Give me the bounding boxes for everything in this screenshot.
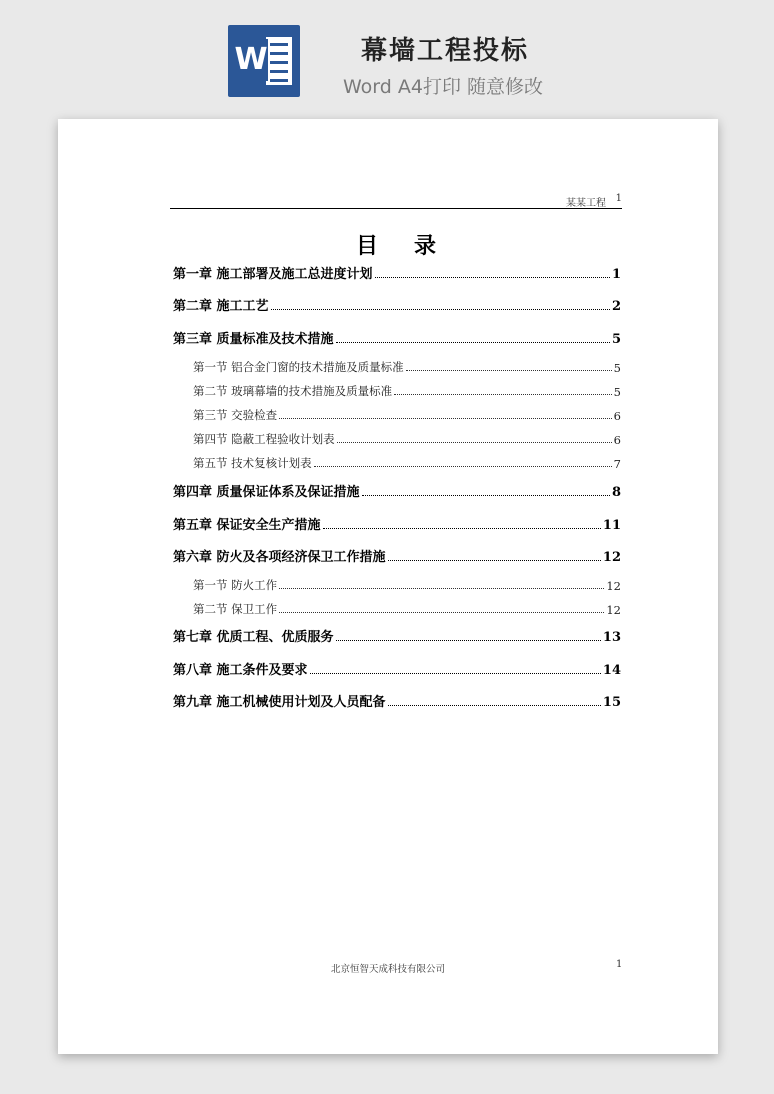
toc-leader-dots <box>362 494 610 496</box>
toc-chapter-entry[interactable] <box>173 482 621 500</box>
header-page-number: 1 <box>615 193 622 204</box>
toc-entry-label: 第三节 交验检查 <box>193 408 278 422</box>
banner-title: 幕墙工程投标 <box>360 36 529 66</box>
toc-entry-page: 1 <box>611 267 621 282</box>
toc-entry-label: 第一节 防火工作 <box>193 578 278 592</box>
toc-entry-label: 第七章 优质工程、优质服务 <box>173 630 334 645</box>
toc-leader-dots <box>388 559 601 561</box>
banner <box>0 0 774 110</box>
header-text: 某某工程 <box>566 198 606 209</box>
toc-entry-page: 5 <box>611 332 621 347</box>
toc-entry-page: 13 <box>602 630 621 645</box>
toc-chapter-entry[interactable] <box>173 627 621 645</box>
toc-leader-dots <box>279 417 612 419</box>
toc-section-entry[interactable] <box>193 453 621 471</box>
toc-entry-label: 第八章 施工条件及要求 <box>173 663 308 678</box>
toc-entry-label: 第四章 质量保证体系及保证措施 <box>173 485 360 500</box>
toc-leader-dots <box>336 341 610 343</box>
toc-entry-label: 第四节 隐蔽工程验收计划表 <box>193 432 335 446</box>
toc-entry-page: 12 <box>602 550 621 565</box>
toc-entry-page: 5 <box>613 385 621 399</box>
toc-title: 目录 <box>355 234 472 259</box>
toc-entry-label: 第五章 保证安全生产措施 <box>173 518 321 533</box>
word-logo-icon <box>228 25 300 97</box>
toc-section-entry[interactable] <box>193 575 621 593</box>
toc-chapter-entry[interactable] <box>173 515 621 533</box>
toc-entry-label: 第一节 铝合金门窗的技术措施及质量标准 <box>193 360 404 374</box>
toc-leader-dots <box>337 441 612 443</box>
toc-entry-label: 第九章 施工机械使用计划及人员配备 <box>173 695 386 710</box>
toc-entry-page: 7 <box>613 457 621 471</box>
toc-entry-label: 第二节 保卫工作 <box>193 602 278 616</box>
page-header <box>170 192 622 209</box>
toc-entry-label: 第二节 玻璃幕墙的技术措施及质量标准 <box>193 384 393 398</box>
toc-entry-page: 6 <box>613 409 621 423</box>
toc-section-entry[interactable] <box>193 429 621 447</box>
toc-section-entry[interactable] <box>193 381 621 399</box>
banner-subtitle: Word A4打印 随意修改 <box>342 76 543 98</box>
toc-entry-label: 第三章 质量标准及技术措施 <box>173 332 334 347</box>
toc-leader-dots <box>375 276 610 278</box>
toc-chapter-entry[interactable] <box>173 547 621 565</box>
toc-entry-page: 6 <box>613 433 621 447</box>
toc-leader-dots <box>394 393 612 395</box>
toc-entry-page: 12 <box>606 579 621 593</box>
toc-leader-dots <box>388 704 601 706</box>
toc-section-entry[interactable] <box>193 357 621 375</box>
toc-entry-page: 11 <box>602 518 621 533</box>
toc-entry-page: 5 <box>613 361 621 375</box>
toc-leader-dots <box>336 639 601 641</box>
toc-chapter-entry[interactable] <box>173 329 621 347</box>
toc-entry-label: 第一章 施工部署及施工总进度计划 <box>173 267 373 282</box>
document-page <box>58 119 718 1054</box>
toc-entry-page: 14 <box>602 663 621 678</box>
toc-leader-dots <box>314 465 612 467</box>
toc-entry-page: 15 <box>602 695 621 710</box>
toc-chapter-entry[interactable] <box>173 660 621 678</box>
toc-leader-dots <box>271 308 610 310</box>
logo-letter: W <box>234 39 268 81</box>
toc-entry-page: 2 <box>611 299 621 314</box>
footer-page-number: 1 <box>616 959 623 970</box>
toc-chapter-entry[interactable] <box>173 692 621 710</box>
footer-company: 北京恒智天成科技有限公司 <box>330 964 445 975</box>
toc-leader-dots <box>279 611 604 613</box>
toc-leader-dots <box>310 672 601 674</box>
toc-entry-page: 12 <box>606 603 621 617</box>
toc-section-entry[interactable] <box>193 405 621 423</box>
toc-section-entry[interactable] <box>193 599 621 617</box>
toc-leader-dots <box>279 587 604 589</box>
toc-leader-dots <box>406 369 612 371</box>
toc-entry-label: 第二章 施工工艺 <box>173 299 269 314</box>
toc-chapter-entry[interactable] <box>173 296 621 314</box>
toc-chapter-entry[interactable] <box>173 264 621 282</box>
toc-entry-label: 第六章 防火及各项经济保卫工作措施 <box>173 550 386 565</box>
toc-entry-page: 8 <box>611 485 621 500</box>
toc-entry-label: 第五节 技术复核计划表 <box>193 456 312 470</box>
toc-leader-dots <box>323 527 601 529</box>
